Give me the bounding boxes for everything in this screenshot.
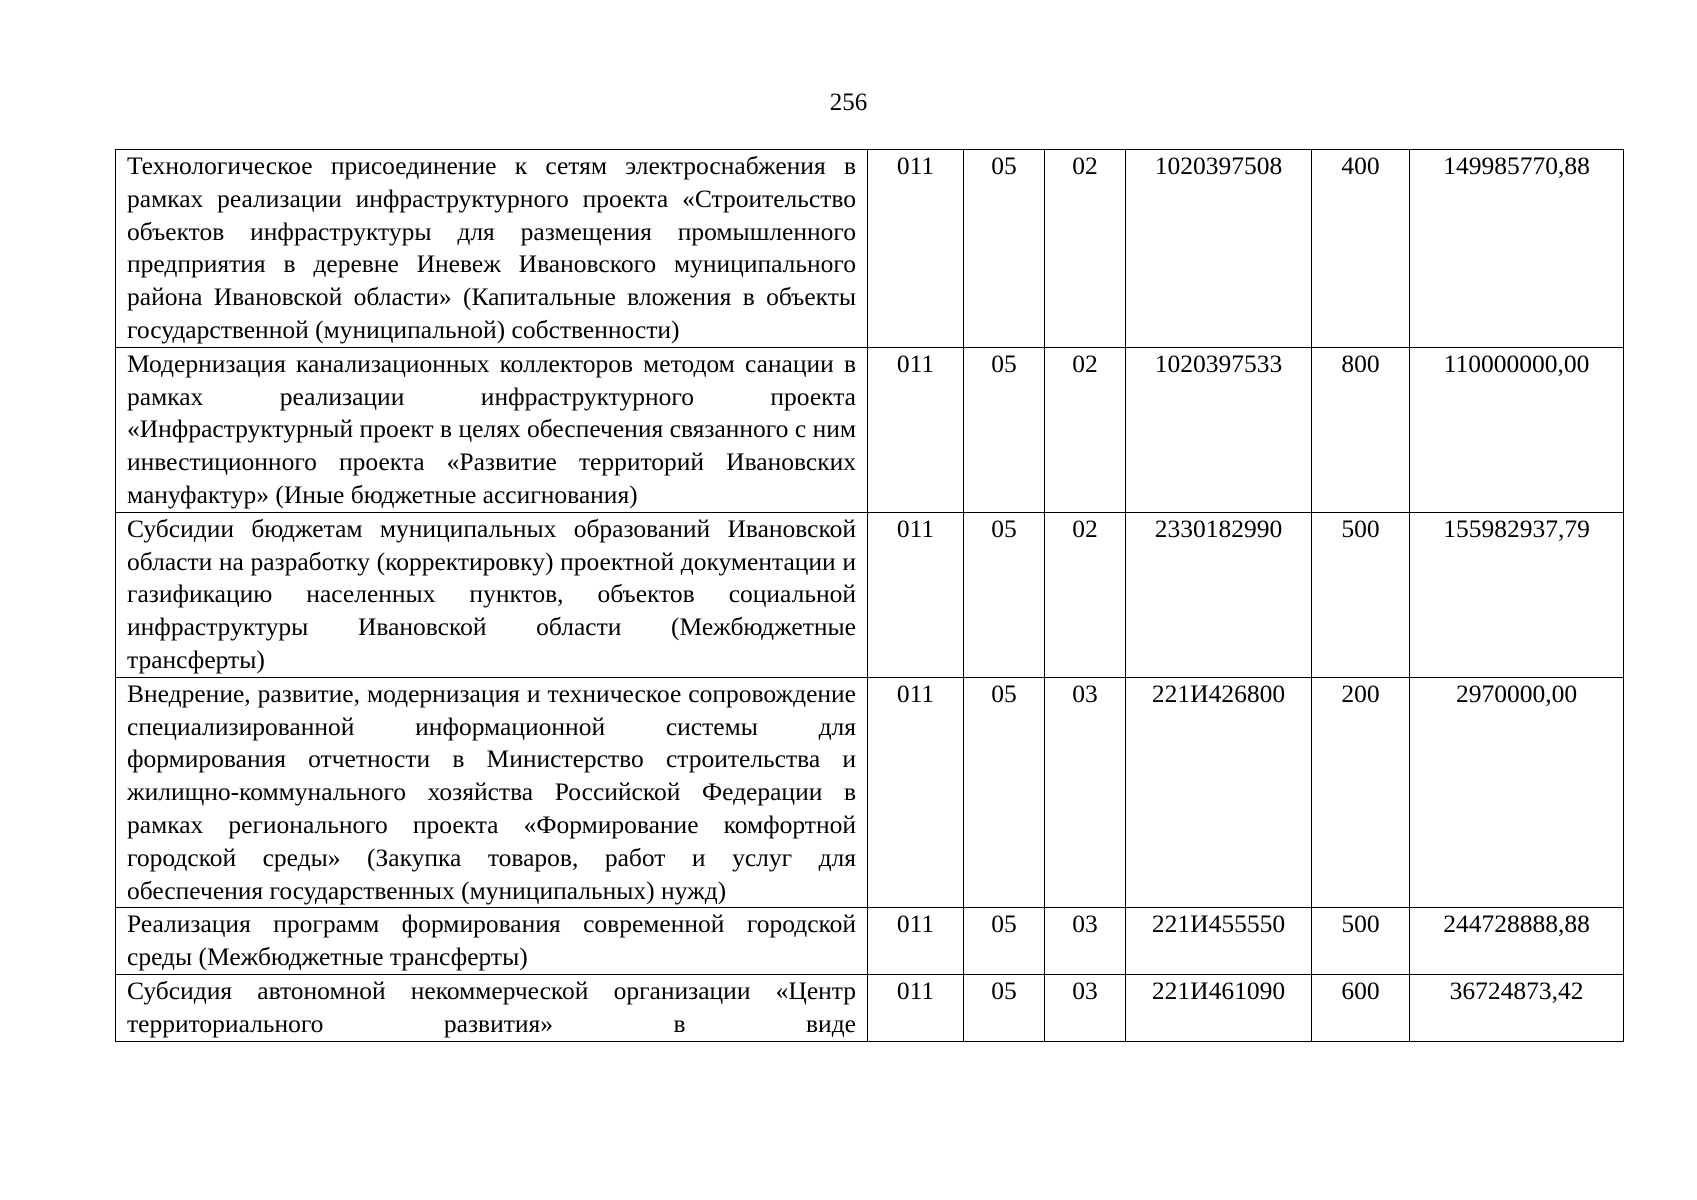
expense-type-code: 800	[1312, 347, 1410, 512]
row-description: Модернизация канализационных коллекторов методом санации в рамках реализации инфраструктурного проекта «Инфраструктурный проект в целях обеспечения связанного с ним инвестиционного проекта «Развитие территорий Ивановских мануфактур» (Иные бюджетные ассигнования)	[116, 347, 868, 512]
section-code: 05	[964, 150, 1045, 348]
row-description: Субсидии бюджетам муниципальных образований Ивановской области на разработку (корректировку) проектной документации и газификацию населенных пунктов, объектов социальной инфраструктуры Ивановской области (Межбюджетные трансферты)	[116, 512, 868, 677]
table-row	[116, 677, 1624, 908]
table-row	[116, 512, 1624, 677]
target-article-code: 221И455550	[1126, 908, 1312, 975]
amount-value: 36724873,42	[1410, 974, 1624, 1041]
ministry-code: 011	[868, 908, 964, 975]
subsection-code: 03	[1045, 974, 1126, 1041]
table-row	[116, 974, 1624, 1041]
table-row	[116, 908, 1624, 975]
ministry-code: 011	[868, 974, 964, 1041]
ministry-code: 011	[868, 347, 964, 512]
subsection-code: 02	[1045, 150, 1126, 348]
ministry-code: 011	[868, 150, 964, 348]
row-description: Внедрение, развитие, модернизация и техническое сопровождение специализированной информационной системы для формирования отчетности в Министерство строительства и жилищно-коммунального хозяйства Российской Федерации в рамках регионального проекта «Формирование комфортной городской среды» (Закупка товаров, работ и услуг для обеспечения государственных (муниципальных) нужд)	[116, 677, 868, 908]
table-row	[116, 347, 1624, 512]
target-article-code: 221И461090	[1126, 974, 1312, 1041]
amount-value: 2970000,00	[1410, 677, 1624, 908]
amount-value: 155982937,79	[1410, 512, 1624, 677]
expense-type-code: 500	[1312, 512, 1410, 677]
row-description: Субсидия автономной некоммерческой организации «Центр территориального развития» в виде	[127, 975, 856, 1038]
amount-value: 244728888,88	[1410, 908, 1624, 975]
subsection-code: 03	[1045, 908, 1126, 975]
subsection-code: 02	[1045, 347, 1126, 512]
section-code: 05	[964, 512, 1045, 677]
budget-table	[115, 149, 1624, 1042]
ministry-code: 011	[868, 512, 964, 677]
subsection-code: 03	[1045, 677, 1126, 908]
amount-value: 149985770,88	[1410, 150, 1624, 348]
section-code: 05	[964, 908, 1045, 975]
page-number: 256	[829, 89, 868, 116]
target-article-code: 1020397533	[1126, 347, 1312, 512]
target-article-code: 2330182990	[1126, 512, 1312, 677]
subsection-code: 02	[1045, 512, 1126, 677]
amount-value: 110000000,00	[1410, 347, 1624, 512]
expense-type-code: 600	[1312, 974, 1410, 1041]
expense-type-code: 200	[1312, 677, 1410, 908]
ministry-code: 011	[868, 677, 964, 908]
table-row	[116, 150, 1624, 348]
expense-type-code: 500	[1312, 908, 1410, 975]
row-description: Реализация программ формирования современной городской среды (Межбюджетные трансферты)	[116, 908, 868, 975]
row-description: Технологическое присоединение к сетям электроснабжения в рамках реализации инфраструктурного проекта «Строительство объектов инфраструктуры для размещения промышленного предприятия в деревне Иневеж Ивановского муниципального района Ивановской области» (Капитальные вложения в объекты государственной (муниципальной) собственности)	[116, 150, 868, 348]
row-description-cell	[116, 974, 868, 1041]
expense-type-code: 400	[1312, 150, 1410, 348]
target-article-code: 1020397508	[1126, 150, 1312, 348]
target-article-code: 221И426800	[1126, 677, 1312, 908]
section-code: 05	[964, 347, 1045, 512]
section-code: 05	[964, 677, 1045, 908]
section-code: 05	[964, 974, 1045, 1041]
